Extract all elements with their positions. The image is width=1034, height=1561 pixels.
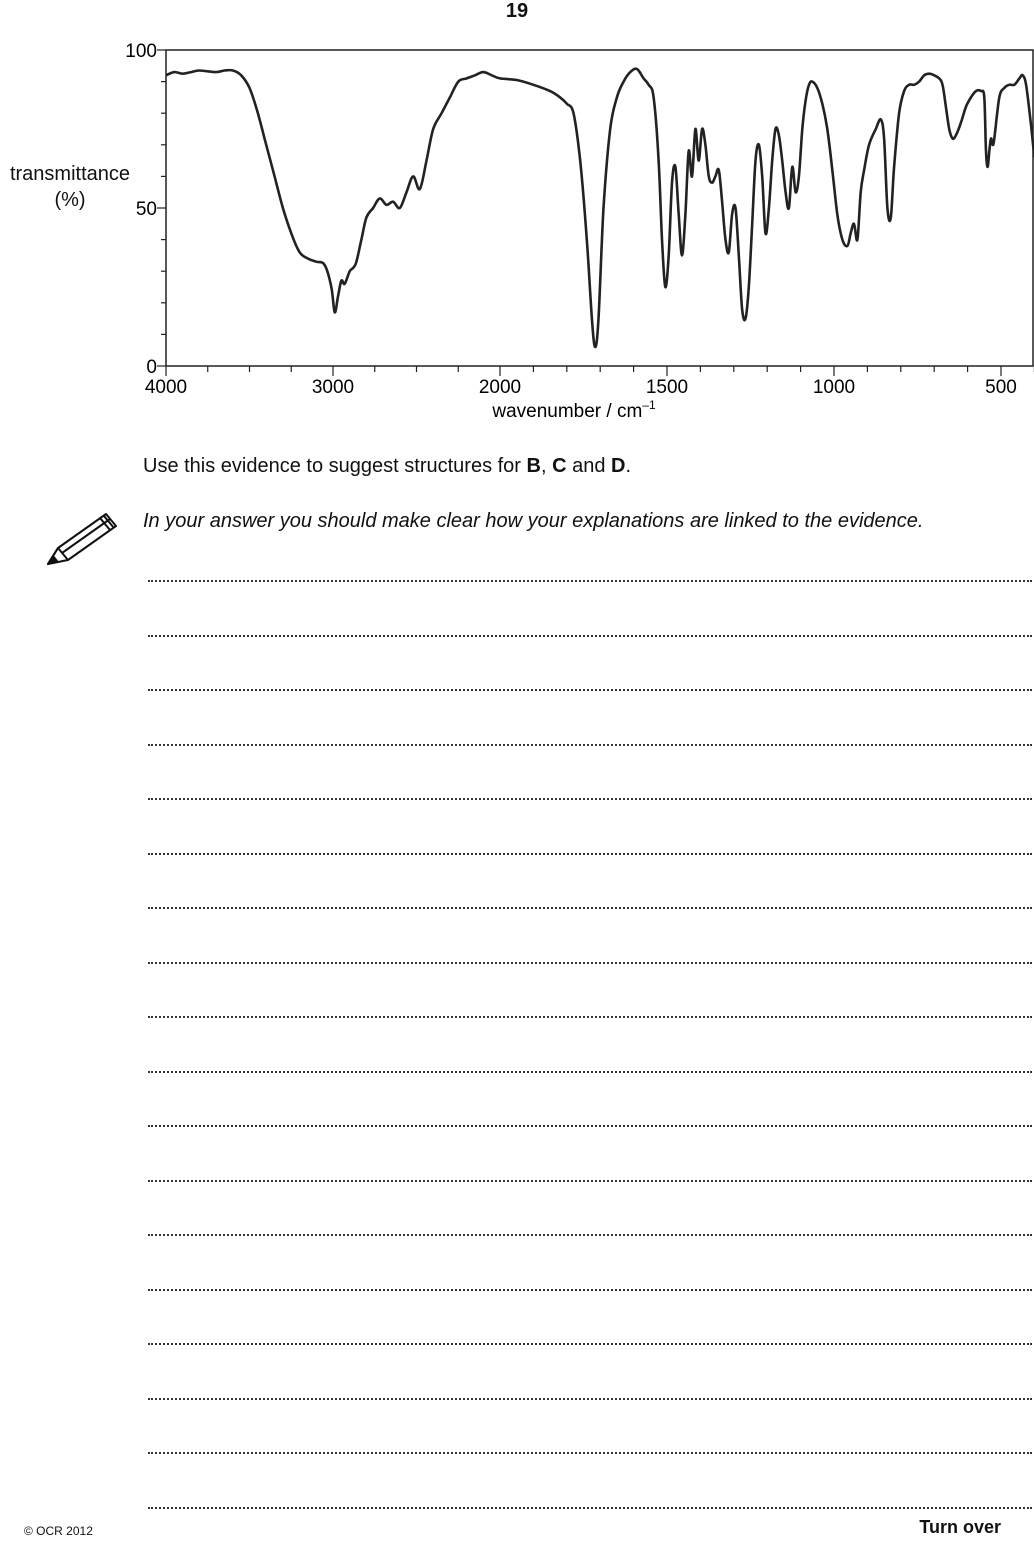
answer-line[interactable] [148, 1289, 1032, 1291]
answer-line[interactable] [148, 744, 1032, 746]
x-axis-label [491, 398, 656, 422]
compound-d: D [611, 455, 626, 477]
answer-area[interactable] [148, 580, 1032, 1561]
quality-of-written-communication-note: In your answer you should make clear how your explanations are linked to the evidence. [143, 510, 924, 532]
pencil-icon [44, 508, 120, 570]
answer-line[interactable] [148, 1071, 1032, 1073]
y-axis-label-line1: transmittance [9, 163, 131, 185]
x-tick-label: 3000 [311, 377, 355, 398]
spectrum-line [166, 69, 1034, 347]
separator-2: and [566, 455, 612, 477]
compound-c: C [552, 455, 567, 477]
tick-labels [125, 41, 1017, 398]
x-tick-label: 1000 [812, 377, 856, 398]
answer-line[interactable] [148, 798, 1032, 800]
answer-line[interactable] [148, 1234, 1032, 1236]
y-axis-label [0, 161, 140, 213]
answer-line[interactable] [148, 580, 1032, 582]
ir-spectrum-chart [0, 0, 1034, 440]
answer-line[interactable] [148, 1398, 1032, 1400]
answer-line[interactable] [148, 1016, 1032, 1018]
x-tick-label: 4000 [144, 377, 188, 398]
turn-over: Turn over [919, 1517, 1001, 1537]
x-axis-label-text: wavenumber / cm [492, 401, 643, 422]
y-tick-label: 50 [135, 199, 157, 220]
x-tick-label: 500 [985, 377, 1017, 398]
answer-line[interactable] [148, 1180, 1032, 1182]
answer-line[interactable] [148, 962, 1032, 964]
x-tick-label: 1500 [645, 377, 689, 398]
instruction-prefix: Use this evidence to suggest structures for [143, 455, 527, 477]
instruction-text [143, 455, 631, 478]
separator-1: , [540, 455, 553, 477]
answer-line[interactable] [148, 1452, 1032, 1454]
answer-line[interactable] [148, 689, 1032, 691]
x-axis-label-superscript: –1 [642, 398, 656, 412]
answer-line[interactable] [148, 1125, 1032, 1127]
answer-line[interactable] [148, 853, 1032, 855]
compound-b: B [526, 455, 541, 477]
x-tick-label: 2000 [478, 377, 522, 398]
y-tick-label: 100 [125, 41, 157, 62]
y-axis-label-line2: (%) [54, 189, 86, 211]
y-tick-label: 0 [146, 357, 157, 378]
answer-line[interactable] [148, 635, 1032, 637]
answer-line[interactable] [148, 907, 1032, 909]
answer-line[interactable] [148, 1507, 1032, 1509]
copyright: © OCR 2012 [24, 1524, 93, 1538]
instruction-end: . [625, 455, 632, 477]
page-number: 19 [505, 0, 529, 22]
answer-line[interactable] [148, 1343, 1032, 1345]
